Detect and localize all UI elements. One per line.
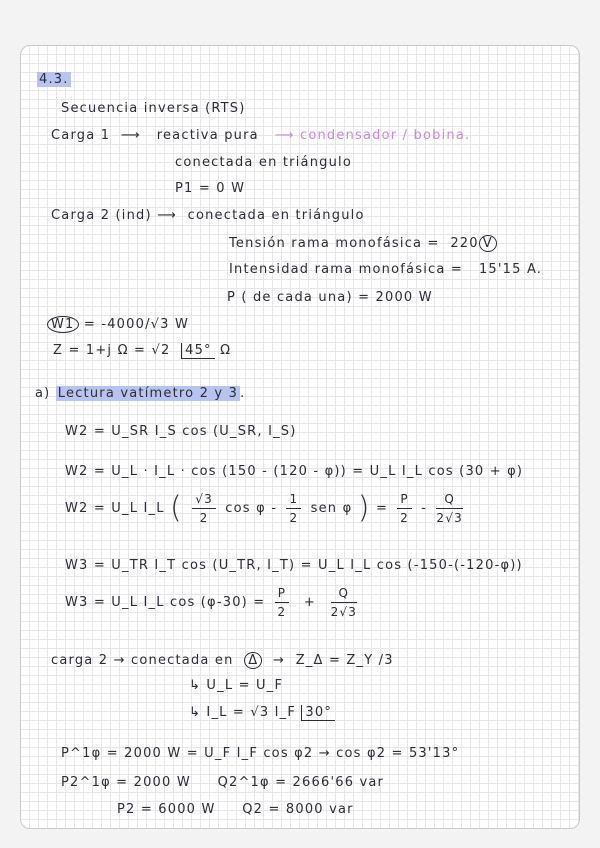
carga2-line: Carga 2 (ind) ⟶ conectada en triángulo (51, 208, 365, 223)
equation-w2-expanded: W2 = U_L · I_L · cos (150 - (120 - φ)) = U_L I_L cos (30 + φ) (65, 464, 524, 479)
volt-unit-circle: V (479, 235, 497, 252)
line-current-relation: ↳ I_L = √3 I_F 30° (189, 705, 335, 720)
phase-pq-line: P2^1φ = 2000 W Q2^1φ = 2666'66 var (61, 775, 385, 790)
equation-w2-fractions: W2 = U_L I_L ( $\frac{√3}{2}$ cos φ - $\frac{1}{2}$ sen φ ) = $\frac{P}{2}$ - $\frac{Q}{2√3}$ (65, 490, 463, 526)
carga1-connection: conectada en triángulo (175, 155, 352, 170)
equation-w3-fractions: W3 = U_L I_L cos (φ-30) = $\frac{P}{2}$ + $\frac{Q}{2√3}$ (65, 586, 358, 619)
part-a-heading: a) Lectura vatímetro 2 y 3 . (35, 386, 246, 401)
carga2-connection-line: carga 2 → conectada en Δ → Z_Δ = Z_Y /3 (51, 653, 394, 668)
equation-w3-def: W3 = U_TR I_T cos (U_TR, I_T) = U_L I_L cos (-150-(-120-φ)) (65, 558, 523, 573)
impedance-line: Z = 1+j Ω = √2 45° Ω (53, 343, 232, 358)
carga2-power: P ( de cada una) = 2000 W (227, 290, 433, 305)
problem-number: 4.3. (39, 72, 69, 87)
total-pq-line: P2 = 6000 W Q2 = 8000 var (117, 802, 354, 817)
carga2-voltage: Tensión rama monofásica = 220 V (229, 235, 497, 252)
notebook-page (20, 45, 580, 829)
line-voltage-relation: ↳ U_L = U_F (189, 678, 284, 693)
sequence-line: Secuencia inversa (RTS) (61, 101, 246, 116)
phase-power-line: P^1φ = 2000 W = U_F I_F cos φ2 → cos φ2 = 53'13° (61, 746, 460, 761)
w1-line: W1 = -4000/√3 W (47, 316, 189, 333)
carga1-power: P1 = 0 W (175, 181, 246, 196)
carga1-line: Carga 1 ⟶ reactiva pura ⟶ condensador / bobina. (51, 128, 471, 143)
equation-w2-def: W2 = U_SR I_S cos (U_SR, I_S) (65, 424, 297, 439)
carga2-current: Intensidad rama monofásica = 15'15 A. (229, 262, 543, 277)
